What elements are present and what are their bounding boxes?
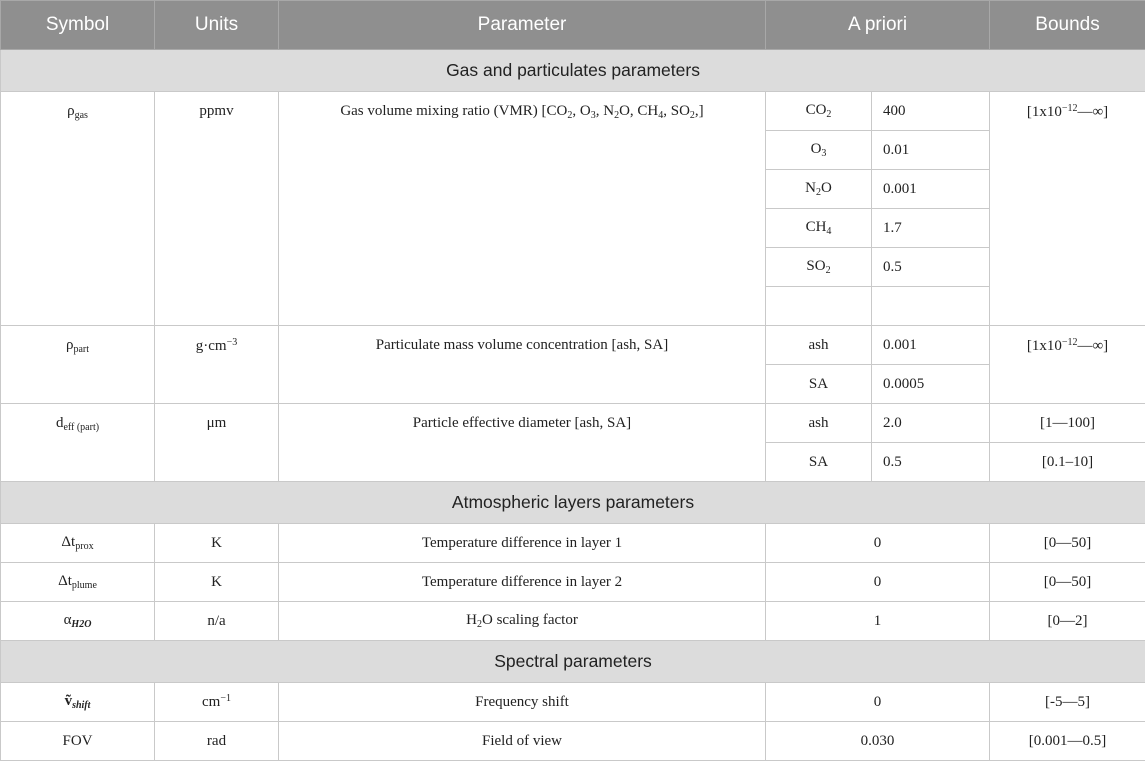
apriori-value: 0.0005 bbox=[872, 365, 990, 404]
apriori-value: 0.001 bbox=[872, 326, 990, 365]
parameter-cell: Temperature difference in layer 1 bbox=[279, 524, 766, 563]
apriori-value: 0 bbox=[766, 563, 990, 602]
units-cell: rad bbox=[155, 722, 279, 761]
parameter-cell: Particulate mass volume concentration [ash, SA] bbox=[279, 326, 766, 404]
apriori-name-empty bbox=[766, 287, 872, 326]
section-atm-title: Atmospheric layers parameters bbox=[1, 482, 1145, 524]
section-spec-title: Spectral parameters bbox=[1, 641, 1145, 683]
units-cell: ppmv bbox=[155, 92, 279, 326]
bounds-cell: $[1x10^{-12}—\infty]$ bbox=[990, 326, 1145, 404]
bounds-cell: [0.001—0.5] bbox=[990, 722, 1145, 761]
bounds-cell: [0—50] bbox=[990, 563, 1145, 602]
table-row bbox=[1, 722, 1145, 761]
units-cell: $g\cdot cm^{-3}$ bbox=[155, 326, 279, 404]
bounds-cell: [-5—5] bbox=[990, 683, 1145, 722]
parameter-cell: $H_2O$ scaling factor bbox=[279, 602, 766, 641]
symbol-cell: $\Delta t_{prox}$ bbox=[1, 524, 155, 563]
apriori-value: 0.001 bbox=[872, 170, 990, 209]
parameter-cell: Particle effective diameter [ash, SA] bbox=[279, 404, 766, 482]
apriori-name: $CO_2$ bbox=[766, 92, 872, 131]
apriori-value: 0 bbox=[766, 524, 990, 563]
section-row bbox=[1, 50, 1145, 92]
symbol-cell: $\rho_{part}$ bbox=[1, 326, 155, 404]
table-row bbox=[1, 563, 1145, 602]
apriori-value: 1 bbox=[766, 602, 990, 641]
header-parameter: Parameter bbox=[279, 1, 766, 50]
apriori-value: 0.030 bbox=[766, 722, 990, 761]
apriori-value: 400 bbox=[872, 92, 990, 131]
bounds-cell: [1—100] bbox=[990, 404, 1145, 443]
header-units: Units bbox=[155, 1, 279, 50]
parameter-cell: Field of view bbox=[279, 722, 766, 761]
table-row bbox=[1, 92, 1145, 131]
apriori-value: 2.0 bbox=[872, 404, 990, 443]
apriori-value: 0 bbox=[766, 683, 990, 722]
bounds-cell: [0—2] bbox=[990, 602, 1145, 641]
header-bounds: Bounds bbox=[990, 1, 1145, 50]
apriori-value: 0.5 bbox=[872, 443, 990, 482]
table-row bbox=[1, 683, 1145, 722]
units-cell: K bbox=[155, 563, 279, 602]
table-row bbox=[1, 524, 1145, 563]
table-row bbox=[1, 404, 1145, 443]
apriori-name: ash bbox=[766, 404, 872, 443]
section-row bbox=[1, 482, 1145, 524]
apriori-value: 0.01 bbox=[872, 131, 990, 170]
units-cell: μm bbox=[155, 404, 279, 482]
bounds-cell: [0.1–10] bbox=[990, 443, 1145, 482]
apriori-value: 1.7 bbox=[872, 209, 990, 248]
symbol-cell: $\Delta t_{plume}$ bbox=[1, 563, 155, 602]
symbol-cell: $d_{eff (part)}$ bbox=[1, 404, 155, 482]
units-cell: $cm^{-1}$ bbox=[155, 683, 279, 722]
bounds-cell: [0—50] bbox=[990, 524, 1145, 563]
parameter-cell: Gas volume mixing ratio (VMR) [$CO_2$, $O_3$, $N_2O$, $CH_4$, $SO_2$,] bbox=[279, 92, 766, 326]
table-row bbox=[1, 326, 1145, 365]
symbol-cell: ṽ$_{shift}$ bbox=[1, 683, 155, 722]
header-apriori: A priori bbox=[766, 1, 990, 50]
units-cell: n/a bbox=[155, 602, 279, 641]
header-symbol: Symbol bbox=[1, 1, 155, 50]
section-row bbox=[1, 641, 1145, 683]
apriori-name: SA bbox=[766, 365, 872, 404]
apriori-value-empty bbox=[872, 287, 990, 326]
bounds-cell: $[1x10^{-12}—\infty]$ bbox=[990, 92, 1145, 326]
parameter-cell: Temperature difference in layer 2 bbox=[279, 563, 766, 602]
symbol-cell: $\rho_{gas}$ bbox=[1, 92, 155, 326]
symbol-cell: FOV bbox=[1, 722, 155, 761]
units-cell: K bbox=[155, 524, 279, 563]
apriori-name: $N_2O$ bbox=[766, 170, 872, 209]
parameter-cell: Frequency shift bbox=[279, 683, 766, 722]
section-gas-title: Gas and particulates parameters bbox=[1, 50, 1145, 92]
apriori-name: $O_3$ bbox=[766, 131, 872, 170]
apriori-name: $CH_4$ bbox=[766, 209, 872, 248]
apriori-value: 0.5 bbox=[872, 248, 990, 287]
apriori-name: ash bbox=[766, 326, 872, 365]
table-row bbox=[1, 602, 1145, 641]
header-row bbox=[1, 1, 1145, 50]
apriori-name: $SO_2$ bbox=[766, 248, 872, 287]
symbol-cell: $\alpha_{H2O}$ bbox=[1, 602, 155, 641]
apriori-name: SA bbox=[766, 443, 872, 482]
